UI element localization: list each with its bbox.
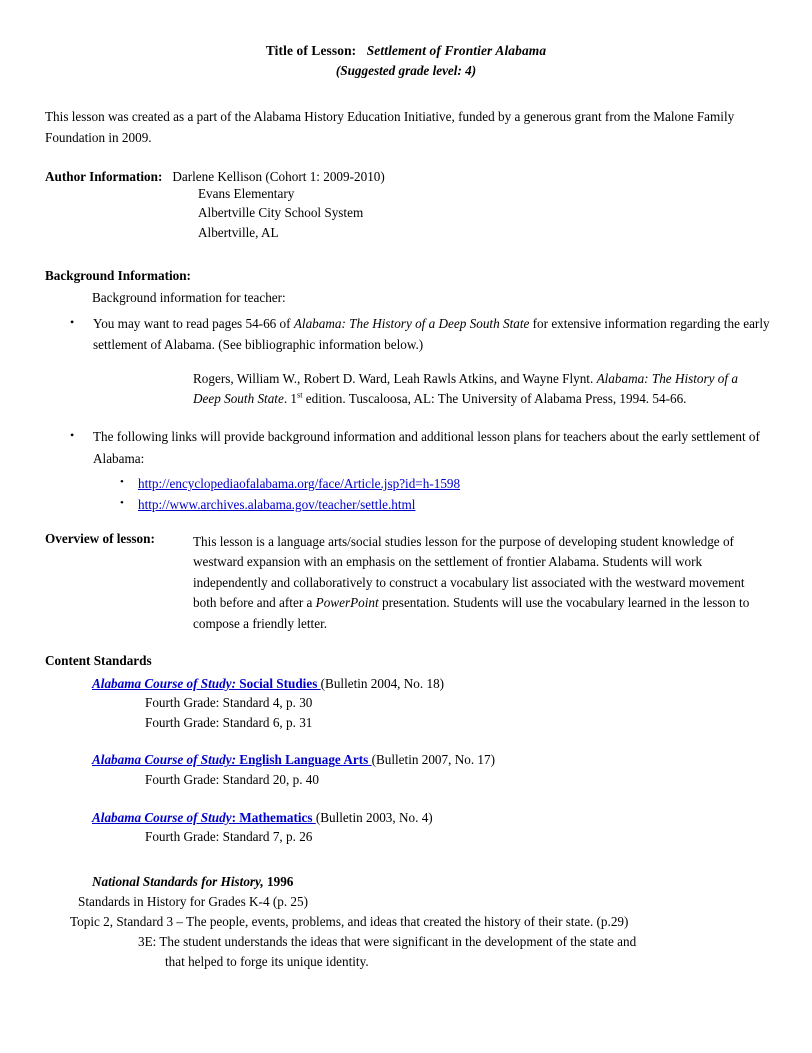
- title-label: Title of Lesson:: [265, 43, 357, 58]
- background-url-list: [0, 474, 812, 515]
- link-encyclopedia-of-alabama[interactable]: http://encyclopediaofalabama.org/face/Article.jsp?id=h-1598: [138, 476, 461, 492]
- list-item: [0, 495, 812, 515]
- overview-label: Overview of lesson:: [45, 531, 155, 547]
- content-standards-heading: Content Standards: [45, 653, 152, 669]
- cos-italic-part: Alabama Course of Study: [92, 809, 232, 825]
- bulletin-reference: (Bulletin 2007, No. 17): [371, 752, 496, 768]
- link-course-of-study-social-studies[interactable]: [92, 676, 321, 691]
- background-bullet-1: [93, 313, 812, 356]
- citation-authors: Rogers, William W., Robert D. Ward, Leah Rawls Atkins, and Wayne Flynt.: [193, 371, 597, 387]
- background-subheading: Background information for teacher:: [92, 290, 286, 306]
- standard-title-line: [0, 674, 812, 694]
- bullet-1-book-title: Alabama: The History of a Deep South State: [293, 315, 530, 331]
- detail-main-line: 3E: The student understands the ideas that were significant in the development of the state and: [138, 933, 637, 949]
- author-city: Albertville, AL: [198, 224, 279, 240]
- author-district: Albertville City School System: [198, 205, 364, 221]
- standard-item: Fourth Grade: Standard 6, p. 31: [145, 714, 313, 730]
- content-standard-group-mathematics: [0, 808, 812, 847]
- link-course-of-study-english-language-arts[interactable]: [92, 752, 372, 767]
- bullet-1-text-after: for extensive information regarding the early settlement of Alabama. (See bibliographic information below.): [93, 315, 770, 352]
- cos-plain-part: English Language Arts: [235, 752, 372, 768]
- cos-plain-part: : Mathematics: [231, 809, 316, 825]
- overview-part-1: This lesson is a language arts/social studies lesson for the purpose of developing student knowledge of westward expansion with an emphasis on the settlement of frontier Alabama. Students will work independently and collaboratively to construct a vocabulary list associated with the westward movement both before and after a: [193, 534, 745, 611]
- national-standards-title-italic: National Standards for History,: [92, 874, 264, 890]
- background-links-bullet-list: [0, 426, 812, 469]
- author-information-label: Author Information:: [45, 169, 163, 185]
- background-information-heading: Background Information:: [45, 268, 191, 284]
- overview-section: [0, 532, 812, 634]
- link-alabama-archives[interactable]: http://www.archives.alabama.gov/teacher/settle.html: [138, 496, 416, 512]
- content-standard-group-english-language-arts: [0, 750, 812, 789]
- author-first-line: [0, 170, 812, 183]
- bullet-icon: •: [70, 314, 75, 329]
- overview-body: [193, 532, 767, 634]
- citation-period: .: [283, 390, 291, 406]
- national-standards-subtitle: Standards in History for Grades K-4 (p. 25): [78, 893, 309, 909]
- overview-part-2: presentation. Students will use the vocabulary learned in the lesson to compose a friendly letter.: [193, 595, 750, 631]
- cos-italic-part: Alabama Course of Study:: [92, 675, 236, 691]
- background-information-section: [0, 269, 812, 515]
- citation-book-title: Alabama: The History of a Deep South State: [193, 371, 738, 406]
- national-standards-section: [0, 872, 812, 972]
- background-bullet-list: [0, 313, 812, 356]
- national-standards-title: [0, 872, 812, 892]
- page-title: [0, 44, 812, 57]
- standard-item: Fourth Grade: Standard 20, p. 40: [145, 772, 319, 788]
- bulletin-reference: (Bulletin 2004, No. 18): [320, 675, 445, 691]
- detail-continuation-line: that helped to forge its unique identity.: [165, 954, 369, 969]
- standard-item: Fourth Grade: Standard 7, p. 26: [145, 829, 313, 845]
- content-standard-group-social-studies: [0, 674, 812, 733]
- standard-title-line: [0, 750, 812, 770]
- bullet-icon: •: [70, 428, 75, 443]
- background-bullet-2: The following links will provide background information and additional lesson plans for teachers about the early settlement of Alabama:: [93, 429, 760, 466]
- list-item: [0, 426, 812, 469]
- link-course-of-study-mathematics[interactable]: [92, 810, 316, 825]
- bullet-icon: •: [120, 476, 124, 489]
- bulletin-reference: (Bulletin 2003, No. 4): [315, 809, 433, 825]
- document-header: [0, 0, 812, 78]
- bibliographic-citation: [193, 369, 767, 408]
- intro-paragraph: This lesson was created as a part of the Alabama History Education Initiative, funded by a generous grant from the Malone Family Foundation in 2009.: [45, 108, 735, 145]
- content-standards-section: [0, 654, 812, 847]
- bullet-1-text-before: You may want to read pages 54-66 of: [93, 315, 294, 331]
- standard-item: Fourth Grade: Standard 4, p. 30: [145, 695, 313, 711]
- citation-edition-number: 1: [290, 390, 298, 406]
- bullet-icon: •: [120, 496, 124, 509]
- author-detail-lines: [198, 184, 812, 243]
- national-standards-topic: Topic 2, Standard 3 – The people, events, problems, and ideas that created the history of their state. (p.29): [70, 913, 629, 929]
- citation-rest: edition. Tuscaloosa, AL: The University of Alabama Press, 1994. 54-66.: [302, 390, 687, 406]
- cos-italic-part: Alabama Course of Study:: [92, 752, 236, 768]
- page-subtitle: (Suggested grade level: 4): [335, 63, 477, 79]
- author-name: Darlene Kellison (Cohort 1: 2009-2010): [172, 169, 385, 185]
- citation-edition-suffix: st: [297, 390, 303, 400]
- list-item: [0, 474, 812, 494]
- standard-title-line: [0, 808, 812, 828]
- author-school: Evans Elementary: [198, 185, 295, 201]
- cos-plain-part: Social Studies: [235, 675, 321, 691]
- author-information-section: [0, 170, 812, 242]
- list-item: [0, 313, 812, 356]
- national-standards-detail: [0, 932, 812, 972]
- national-standards-year: 1996: [263, 874, 294, 890]
- overview-powerpoint-term: PowerPoint: [315, 595, 379, 611]
- title-value: Settlement of Frontier Alabama: [366, 43, 547, 58]
